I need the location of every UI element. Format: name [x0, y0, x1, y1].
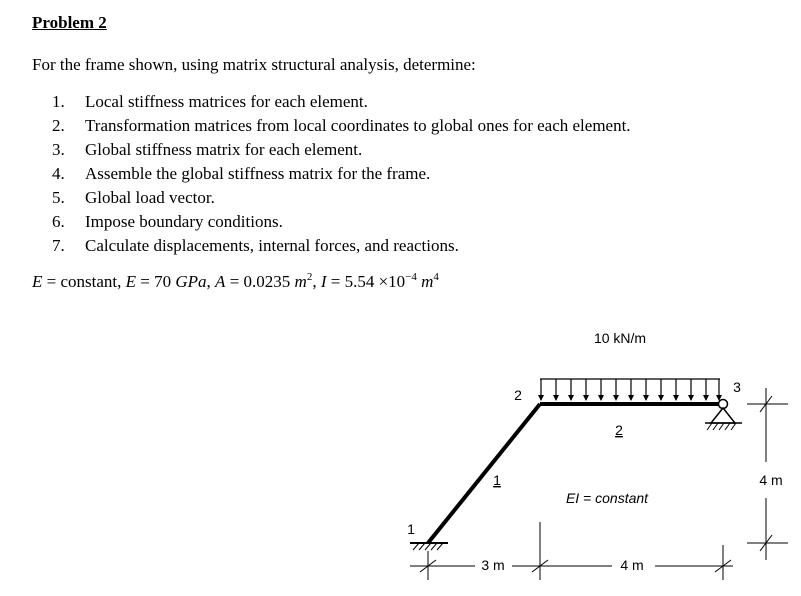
material-properties: E = constant, E = 70 GPa, A = 0.0235 $m^2$, $I = 5.54 \times 10^{-4}$ $m^4$ [32, 271, 439, 291]
e-symbol: E [32, 272, 43, 291]
task-text: Transformation matrices from local coordinates to global ones for each element. [85, 116, 631, 135]
task-text: Calculate displacements, internal forces, and reactions. [85, 236, 459, 255]
load-label: 10 kN/m [593, 330, 647, 346]
task-number: 4. [52, 164, 65, 183]
node-label-3: 3 [733, 379, 741, 395]
dimension-label-3m: 3 m [481, 557, 505, 573]
node-label-1: 1 [407, 521, 415, 537]
e-constant-text: = constant, [46, 272, 122, 291]
i-unit-exponent: 4 [433, 271, 439, 283]
element-1-member [428, 404, 540, 543]
task-text: Local stiffness matrices for each element. [85, 92, 368, 111]
task-number: 2. [52, 116, 65, 135]
dimension-label-vertical: 4 m [759, 472, 783, 488]
e-symbol-2: E [125, 272, 137, 291]
e-unit: GPa [175, 272, 207, 291]
a-symbol: A [215, 272, 226, 291]
task-number: 7. [52, 236, 65, 255]
i-exponent: −4 [405, 271, 417, 283]
problem-title: Problem 2 [32, 13, 107, 32]
fixed-support-icon [410, 543, 448, 550]
task-number: 6. [52, 212, 65, 231]
i-value: = 5.54 ×10 [330, 272, 406, 291]
i-unit: m [421, 272, 434, 291]
dimension-label-4m: 4 m [620, 557, 644, 573]
task-text: Global load vector. [85, 188, 215, 207]
problem-intro: For the frame shown, using matrix structural analysis, determine: [32, 55, 476, 74]
task-text: Impose boundary conditions. [85, 212, 283, 231]
distributed-load [540, 379, 720, 400]
task-text: Assemble the global stiffness matrix for the frame. [85, 164, 431, 183]
element-label-2: 2 [615, 422, 623, 438]
task-number: 5. [52, 188, 65, 207]
element-label-1: 1 [493, 472, 501, 488]
e-value: = 70 [140, 272, 172, 291]
i-symbol: I [320, 272, 327, 291]
horizontal-dimension [410, 522, 733, 580]
task-number: 1. [52, 92, 65, 111]
stiffness-label: EI = constant [565, 490, 649, 506]
task-number: 3. [52, 140, 65, 159]
a-unit: m [294, 272, 307, 291]
a-value: = 0.0235 [229, 272, 291, 291]
a-exponent: 2 [306, 271, 313, 283]
task-text: Global stiffness matrix for each element. [85, 140, 363, 159]
node-label-2: 2 [514, 387, 522, 403]
